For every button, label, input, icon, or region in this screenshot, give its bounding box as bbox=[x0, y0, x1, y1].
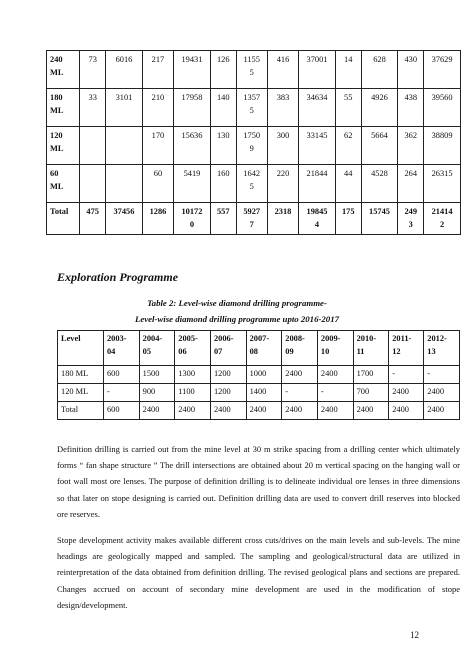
table-cell: 2400 bbox=[282, 366, 318, 384]
table-cell: 2318 bbox=[267, 203, 298, 235]
table-cell: 1300 bbox=[175, 366, 211, 384]
table-cell: 26315 bbox=[424, 165, 461, 203]
table-cell: 33145 bbox=[299, 127, 336, 165]
table-cell: 140 bbox=[210, 89, 236, 127]
row-label-cell: 180 ML bbox=[47, 89, 80, 127]
column-header: 2005- 06 bbox=[175, 331, 211, 366]
table-cell: - bbox=[389, 366, 424, 384]
table-cell: 19845 4 bbox=[299, 203, 336, 235]
table-cell: 2400 bbox=[282, 402, 318, 420]
table-cell: 2400 bbox=[424, 402, 460, 420]
table-cell: 4926 bbox=[361, 89, 398, 127]
table-cell: 73 bbox=[80, 51, 106, 89]
drilling-programme-table-body bbox=[58, 331, 460, 420]
table-cell: 15745 bbox=[361, 203, 398, 235]
column-header: 2010- 11 bbox=[353, 331, 389, 366]
table-cell: 2400 bbox=[389, 402, 424, 420]
column-header: Level bbox=[58, 331, 104, 366]
table-cell: 126 bbox=[210, 51, 236, 89]
table2-caption-line2: Level-wise diamond drilling programme upto 2016-2017 bbox=[134, 314, 340, 324]
table-cell: 37456 bbox=[106, 203, 143, 235]
table-cell: 44 bbox=[335, 165, 361, 203]
table-header-row bbox=[58, 331, 460, 366]
table-cell: 557 bbox=[210, 203, 236, 235]
table-cell: 1200 bbox=[210, 366, 246, 384]
production-table bbox=[46, 50, 461, 235]
table-cell: 21414 2 bbox=[424, 203, 461, 235]
table-row bbox=[47, 51, 461, 89]
table-cell: 37629 bbox=[424, 51, 461, 89]
table-cell: 600 bbox=[103, 366, 139, 384]
table-cell: 2400 bbox=[246, 402, 282, 420]
table-cell: 1357 5 bbox=[236, 89, 267, 127]
table-cell: 1100 bbox=[175, 384, 211, 402]
table-cell: 2400 bbox=[317, 402, 353, 420]
table-cell: 1000 bbox=[246, 366, 282, 384]
drilling-programme-table bbox=[57, 330, 460, 420]
table-cell: 438 bbox=[398, 89, 424, 127]
table-cell: 21844 bbox=[299, 165, 336, 203]
table-cell: 2400 bbox=[424, 384, 460, 402]
table-cell: 19431 bbox=[174, 51, 211, 89]
table-cell: 600 bbox=[103, 402, 139, 420]
table-cell: 5419 bbox=[174, 165, 211, 203]
table-cell: 1500 bbox=[139, 366, 175, 384]
section-title: Exploration Programme bbox=[57, 270, 179, 284]
table-cell: 5664 bbox=[361, 127, 398, 165]
table-cell: 430 bbox=[398, 51, 424, 89]
table-cell: 700 bbox=[353, 384, 389, 402]
table-row bbox=[58, 402, 460, 420]
row-label-cell: 180 ML bbox=[58, 366, 104, 384]
table-cell: 383 bbox=[267, 89, 298, 127]
table-cell: 2400 bbox=[353, 402, 389, 420]
row-label-cell: 240 ML bbox=[47, 51, 80, 89]
table-cell: - bbox=[282, 384, 318, 402]
table-cell: 60 bbox=[142, 165, 173, 203]
table-cell: 475 bbox=[80, 203, 106, 235]
definition-drilling-paragraph: Definition drilling is carried out from the mine level at 30 m strike spacing from a drilling center which ultimately forms “ fan shape structure ” The drill intersections are obtained about 20 m vertical spacing on the hanging wall or foot wall most ore lenses. The purpose of definition drilling is to delineate individual ore lenses in three dimensions so that later on stope designing is carried out. Definition drilling data are used to convert drill reserves into blocked ore reserves. bbox=[57, 444, 460, 519]
table-cell: 249 3 bbox=[398, 203, 424, 235]
table-cell: 175 bbox=[335, 203, 361, 235]
table-cell: 33 bbox=[80, 89, 106, 127]
table-cell: 217 bbox=[142, 51, 173, 89]
table-cell bbox=[80, 127, 106, 165]
table-cell: 34634 bbox=[299, 89, 336, 127]
stope-development-paragraph: Stope development activity makes available different cross cuts/drives on the main levels and sub-levels. The mine headings are geologically mapped and sampled. The sampling and geological/structural data are utilized in reinterpretation of the data obtained from definition drilling. The revised geological plans and sections are prepared. Changes accrued on account of secondary mine development are used in the modification of stope design/development. bbox=[57, 535, 460, 610]
column-header: 2012- 13 bbox=[424, 331, 460, 366]
table-cell: 2400 bbox=[389, 384, 424, 402]
table-cell: 220 bbox=[267, 165, 298, 203]
table-cell: 2400 bbox=[175, 402, 211, 420]
table-cell bbox=[80, 165, 106, 203]
table-cell: 2400 bbox=[210, 402, 246, 420]
row-label-cell: 120 ML bbox=[47, 127, 80, 165]
table-cell: 1400 bbox=[246, 384, 282, 402]
table-cell: 62 bbox=[335, 127, 361, 165]
table-cell: 38809 bbox=[424, 127, 461, 165]
table-cell: 170 bbox=[142, 127, 173, 165]
column-header: 2008- 09 bbox=[282, 331, 318, 366]
table-cell: 4528 bbox=[361, 165, 398, 203]
table-row bbox=[58, 384, 460, 402]
production-table-body bbox=[47, 51, 461, 235]
table-cell: 416 bbox=[267, 51, 298, 89]
table-cell: - bbox=[424, 366, 460, 384]
table-cell: 5927 7 bbox=[236, 203, 267, 235]
table-row bbox=[47, 203, 461, 235]
table-cell: 39560 bbox=[424, 89, 461, 127]
column-header: 2009- 10 bbox=[317, 331, 353, 366]
column-header: 2006- 07 bbox=[210, 331, 246, 366]
table-cell: 6016 bbox=[106, 51, 143, 89]
table-cell: 130 bbox=[210, 127, 236, 165]
table-cell: 300 bbox=[267, 127, 298, 165]
table-cell: 14 bbox=[335, 51, 361, 89]
table-cell: 15636 bbox=[174, 127, 211, 165]
table-row bbox=[47, 165, 461, 203]
table-row bbox=[47, 89, 461, 127]
table-cell: 55 bbox=[335, 89, 361, 127]
table-cell bbox=[106, 165, 143, 203]
table-cell: 1200 bbox=[210, 384, 246, 402]
row-label-cell: Total bbox=[58, 402, 104, 420]
table-cell: 37001 bbox=[299, 51, 336, 89]
row-label-cell: 120 ML bbox=[58, 384, 104, 402]
table-cell: 1155 5 bbox=[236, 51, 267, 89]
table-cell: 10172 0 bbox=[174, 203, 211, 235]
table-cell: 2400 bbox=[317, 366, 353, 384]
table-cell bbox=[106, 127, 143, 165]
table-cell: 210 bbox=[142, 89, 173, 127]
table-cell: 264 bbox=[398, 165, 424, 203]
table-cell: 17958 bbox=[174, 89, 211, 127]
row-label-cell: 60 ML bbox=[47, 165, 80, 203]
column-header: 2003- 04 bbox=[103, 331, 139, 366]
table-cell: 160 bbox=[210, 165, 236, 203]
table-cell: 1286 bbox=[142, 203, 173, 235]
table-cell: 362 bbox=[398, 127, 424, 165]
column-header: 2011- 12 bbox=[389, 331, 424, 366]
table2-caption-line1: Table 2: Level-wise diamond drilling programme- bbox=[147, 298, 327, 308]
table-row bbox=[47, 127, 461, 165]
table-cell: 1750 9 bbox=[236, 127, 267, 165]
table-cell: - bbox=[317, 384, 353, 402]
table-cell: 900 bbox=[139, 384, 175, 402]
table-cell: 628 bbox=[361, 51, 398, 89]
column-header: 2004- 05 bbox=[139, 331, 175, 366]
table-row bbox=[58, 366, 460, 384]
page-number: 12 bbox=[410, 630, 419, 640]
table-cell: 1700 bbox=[353, 366, 389, 384]
table-cell: 1642 5 bbox=[236, 165, 267, 203]
column-header: 2007- 08 bbox=[246, 331, 282, 366]
table-cell: 3101 bbox=[106, 89, 143, 127]
table-cell: 2400 bbox=[139, 402, 175, 420]
table-cell: - bbox=[103, 384, 139, 402]
row-label-cell: Total bbox=[47, 203, 80, 235]
